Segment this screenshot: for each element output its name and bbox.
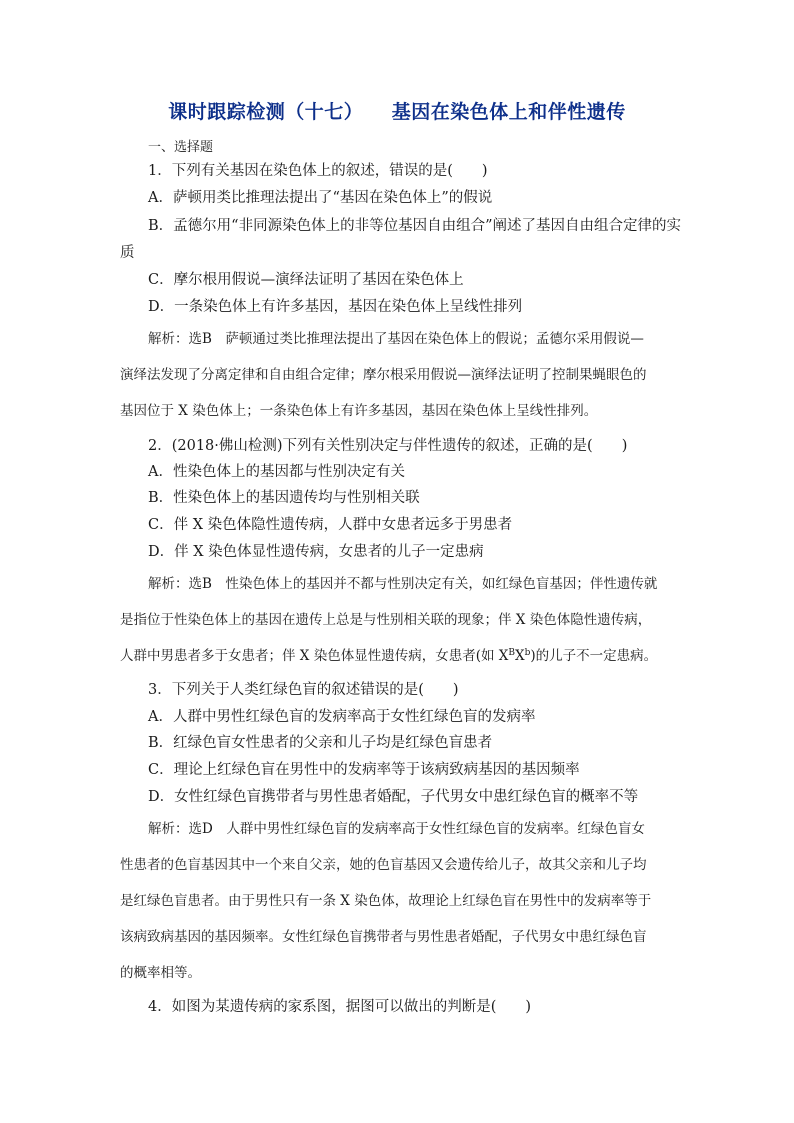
q1-analysis-line: 基因位于 X 染色体上；一条染色体上有许多基因，基因在染色体上呈线性排列。 — [120, 403, 598, 419]
q3-analysis-line: 的概率相等。 — [120, 965, 201, 981]
q3-analysis-line: 性患者的色盲基因其中一个来自父亲，她的色盲基因又会遗传给儿子，故其父亲和儿子均 — [120, 857, 647, 873]
q1-option-c: C．摩尔根用假说—演绎法证明了基因在染色体上 — [148, 272, 464, 288]
q1-analysis-line: 演绎法发现了分离定律和自由组合定律；摩尔根采用假说—演绎法证明了控制果蝇眼色的 — [120, 367, 647, 383]
q2-stem: 2．(2018·佛山检测)下列有关性别决定与伴性遗传的叙述，正确的是( ) — [148, 438, 628, 454]
q3-analysis-line: 该病致病基因的基因频率。女性红绿色盲携带者与男性患者婚配，子代男女中患红绿色盲 — [120, 929, 647, 945]
q3-stem: 3．下列关于人类红绿色盲的叙述错误的是( ) — [148, 682, 459, 698]
q2-option-c: C．伴 X 染色体隐性遗传病，人群中女患者远多于男患者 — [148, 517, 513, 533]
q3-analysis: 解析：选D 人群中男性红绿色盲的发病率高于女性红绿色盲的发病率。红绿色盲女 — [148, 821, 645, 837]
q1-stem: 1．下列有关基因在染色体上的叙述，错误的是( ) — [148, 163, 488, 179]
q2-analysis-line: 是指位于性染色体上的基因在遗传上总是与性别相关联的现象；伴 X 染色体隐性遗传病， — [120, 612, 652, 628]
q3-option-a: A．人群中男性红绿色盲的发病率高于女性红绿色盲的发病率 — [148, 709, 536, 725]
page-title: 课时跟踪检测（十七） 基因在染色体上和伴性遗传 — [168, 101, 626, 123]
q2-analysis-line: 人群中男患者多于女患者；伴 X 染色体显性遗传病，女患者(如 $X^BX^b$)的儿子不一定患病。 — [120, 648, 658, 664]
q1-option-d: D．一条染色体上有许多基因，基因在染色体上呈线性排列 — [148, 299, 523, 315]
section-heading: 一、选择题 — [148, 140, 214, 155]
q3-option-d: D．女性红绿色盲携带者与男性患者婚配，子代男女中患红绿色盲的概率不等 — [148, 789, 639, 805]
q3-option-c: C．理论上红绿色盲在男性中的发病率等于该病致病基因的基因频率 — [148, 762, 580, 778]
q3-analysis-line: 是红绿色盲患者。由于男性只有一条 X 染色体，故理论上红绿色盲在男性中的发病率等于 — [120, 893, 652, 909]
q2-option-a: A．性染色体上的基因都与性别决定有关 — [148, 464, 405, 480]
q2-option-d: D．伴 X 染色体显性遗传病，女患者的儿子一定患病 — [148, 544, 484, 560]
q1-option-a: A．萨顿用类比推理法提出了“基因在染色体上”的假说 — [148, 190, 493, 206]
q4-stem: 4．如图为某遗传病的家系图，据图可以做出的判断是( ) — [148, 999, 532, 1015]
q1-option-b-cont: 质 — [120, 245, 135, 261]
q2-analysis: 解析：选B 性染色体上的基因并不都与性别决定有关，如红绿色盲基因；伴性遗传就 — [148, 576, 658, 592]
q1-option-b: B．孟德尔用“非同源染色体上的非等位基因自由组合”阐述了基因自由组合定律的实 — [148, 218, 681, 234]
q1-analysis: 解析：选B 萨顿通过类比推理法提出了基因在染色体上的假说；孟德尔采用假说— — [148, 331, 644, 347]
q3-option-b: B．红绿色盲女性患者的父亲和儿子均是红绿色盲患者 — [148, 735, 493, 751]
q2-option-b: B．性染色体上的基因遗传均与性别相关联 — [148, 490, 420, 506]
